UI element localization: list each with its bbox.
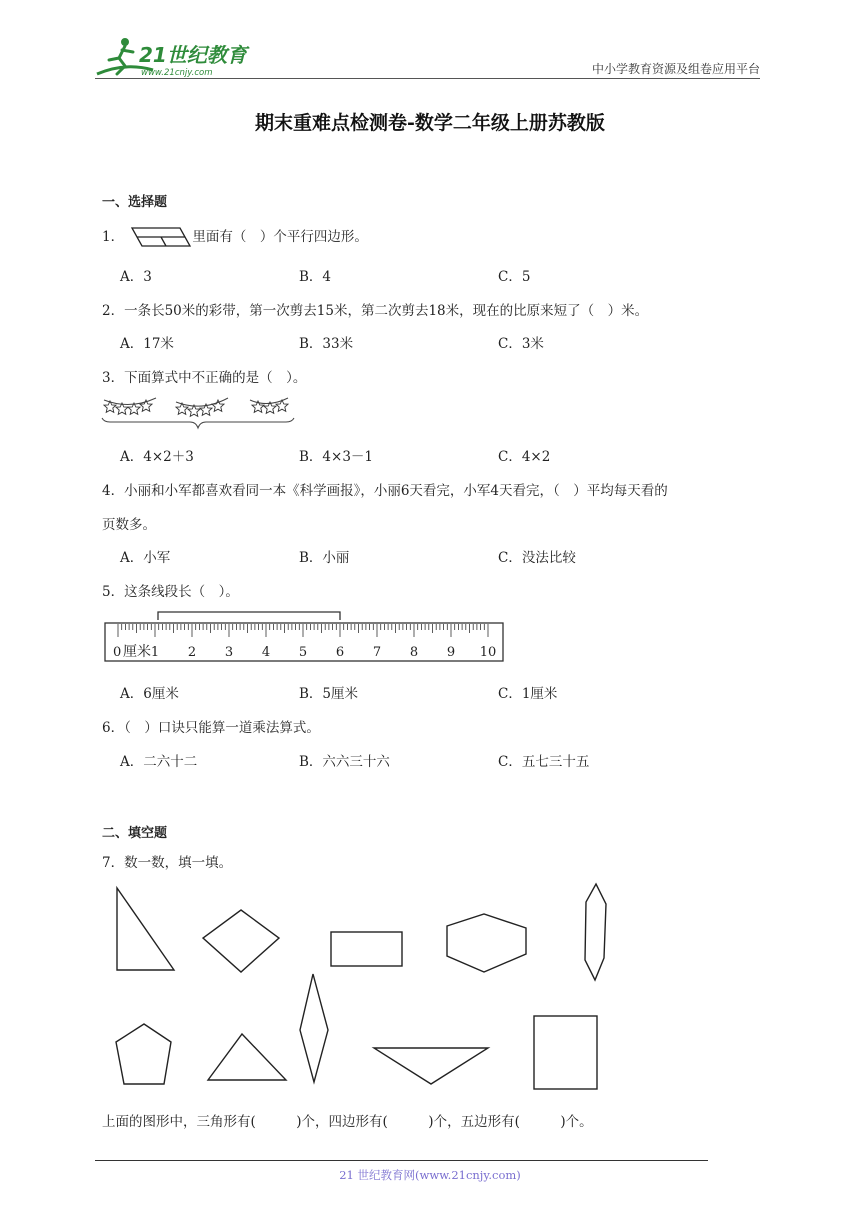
question-number: 2． [102,303,125,319]
shape-thin-hexagon [585,884,606,980]
question-5 [102,580,239,600]
platform-name: 中小学教育资源及组卷应用平台 [591,62,760,76]
question-6 [102,716,320,736]
ruler-label-10: 10 [479,645,497,660]
question-1 [102,225,368,246]
option-b[interactable]: B．小丽 [299,550,350,566]
question-text: 里面有（ ）个平行四边形。 [192,229,368,245]
option-a[interactable]: A．4×2＋3 [120,449,194,465]
option-c[interactable]: C．没法比较 [498,550,576,566]
ruler-label-6: 6 [335,645,345,660]
shape-triangle [208,1034,286,1080]
ruler-label-7: 7 [372,645,382,660]
ruler-label-2: 2 [187,645,197,660]
option-a[interactable]: A．17米 [120,336,174,352]
question-number: 1． [102,229,125,245]
question-4 [102,479,668,499]
shape-tall-rhombus [300,974,328,1082]
section-heading: 二、填空题 [102,826,168,841]
question-text: 小丽和小军都喜欢看同一本《科学画报》，小丽6天看完，小军4天看完，（ ）平均每天看的 [124,483,668,499]
ruler-label-3: 3 [224,645,234,660]
header-divider [95,78,760,79]
ruler-label-1: 1 [150,645,160,660]
question-3 [102,366,306,386]
ruler-label-5: 5 [298,645,308,660]
ruler-figure [104,608,506,668]
document-title: 期末重难点检测卷-数学二年级上册苏教版 [255,112,605,134]
question-text: （ ）口诀只能算一道乘法算式。 [124,720,320,736]
option-c[interactable]: C．5 [498,269,531,285]
option-b[interactable]: B．六六三十六 [299,754,390,770]
shape-pentagon [116,1024,171,1084]
question-text: 数一数，填一填。 [124,855,233,871]
option-c[interactable]: C．4×2 [498,449,551,465]
question-text: 一条长50米的彩带，第一次剪去15米，第二次剪去18米，现在的比原来短了（ ）米。 [124,303,649,319]
question-number: 3． [102,370,125,386]
option-c[interactable]: C．五七三十五 [498,754,590,770]
option-c[interactable]: C．3米 [498,336,544,352]
option-a[interactable]: A．二六十二 [120,754,198,770]
question-7 [102,851,232,871]
question-4-continued: 页数多。 [102,517,156,533]
question-number: 5． [102,584,125,600]
question-number: 4． [102,483,125,499]
shape-square [534,1016,597,1089]
option-a[interactable]: A．小军 [120,550,171,566]
shape-hexagon [447,914,526,972]
parallelogram-figure [130,224,192,250]
stars-figure [100,392,296,436]
shape-rectangle [331,932,402,966]
option-b[interactable]: B．4×3－1 [299,449,373,465]
shape-rhombus [203,910,279,972]
option-a[interactable]: A．3 [120,269,152,285]
question-number: 6． [102,720,125,736]
ruler-label-0: 0 [113,645,122,660]
shape-inverted-triangle [374,1048,488,1084]
question-text: 下面算式中不正确的是（ ）。 [124,370,307,386]
fill-in-sentence: 上面的图形中，三角形有( )个，四边形有( )个，五边形有( )个。 [102,1114,593,1130]
option-b[interactable]: B．33米 [299,336,354,352]
footer-text: 21 世纪教育网(www.21cnjy.com) [339,1168,521,1182]
ruler-unit: 厘米 [123,644,151,660]
line-segment [158,612,340,620]
option-a[interactable]: A．6厘米 [120,686,179,702]
ruler-label-9: 9 [446,645,456,660]
ruler-label-8: 8 [409,645,419,660]
logo [95,34,255,80]
question-2 [102,299,648,319]
shapes-figure [100,876,620,1100]
section-heading: 一、选择题 [102,195,168,210]
option-c[interactable]: C．1厘米 [498,686,558,702]
logo-url: www.21cnjy.com [141,68,213,78]
logo-text: 21世纪教育 [139,43,247,67]
ruler-label-4: 4 [261,645,271,660]
option-b[interactable]: B．4 [299,269,332,285]
footer-divider [95,1160,708,1161]
question-number: 7． [102,855,125,871]
question-text: 这条线段长（ ）。 [124,584,239,600]
shape-right-triangle [117,888,174,970]
option-b[interactable]: B．5厘米 [299,686,359,702]
